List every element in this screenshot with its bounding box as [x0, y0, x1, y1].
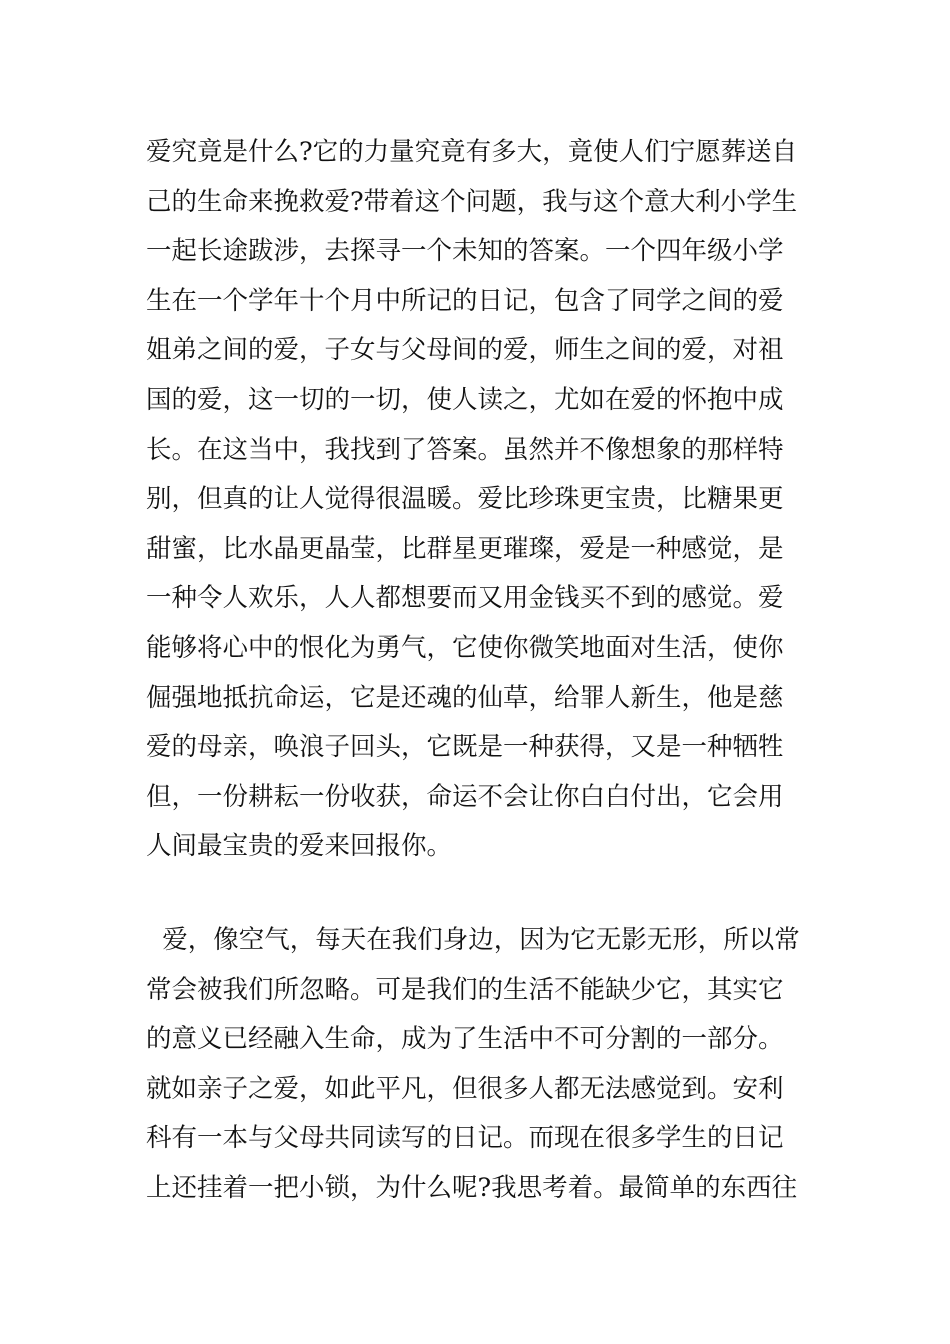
text-line: 一起长途跋涉，去探寻一个未知的答案。一个四年级小学: [146, 236, 784, 267]
paragraph-2: [146, 916, 816, 1214]
text-line: 人间最宝贵的爱来回报你。: [146, 831, 453, 862]
text-line: 爱，像空气，每天在我们身边，因为它无影无形，所以常: [146, 925, 800, 955]
text-line: 己的生命来挽救爱?带着这个问题，我与这个意大利小学生: [146, 186, 798, 217]
text-line: 常会被我们所忽略。可是我们的生活不能缺少它，其实它: [146, 974, 784, 1005]
text-line: 生在一个学年十个月中所记的日记，包含了同学之间的爱: [146, 285, 784, 316]
text-line: 的意义已经融入生命，成为了生活中不可分割的一部分。: [146, 1024, 784, 1055]
text-line: 一种令人欢乐，人人都想要而又用金钱买不到的感觉。爱: [146, 583, 784, 614]
text-line: 就如亲子之爱，如此平凡，但很多人都无法感觉到。安利: [146, 1073, 784, 1104]
text-line: 科有一本与父母共同读写的日记。而现在很多学生的日记: [146, 1123, 784, 1154]
text-line: 爱究竟是什么?它的力量究竟有多大，竟使人们宁愿葬送自: [146, 137, 798, 167]
text-line: 国的爱，这一切的一切，使人读之，尤如在爱的怀抱中成: [146, 384, 784, 415]
paragraph-1: [146, 128, 816, 872]
text-line: 能够将心中的恨化为勇气，它使你微笑地面对生活，使你: [146, 632, 784, 663]
text-line: 长。在这当中，我找到了答案。虽然并不像想象的那样特: [146, 434, 784, 465]
text-line: 甜蜜，比水晶更晶莹，比群星更璀璨，爱是一种感觉，是: [146, 533, 784, 564]
text-line: 但，一份耕耘一份收获，命运不会让你白白付出，它会用: [146, 781, 784, 812]
text-line: 别，但真的让人觉得很温暖。爱比珍珠更宝贵，比糖果更: [146, 484, 784, 515]
text-line: 爱的母亲，唤浪子回头，它既是一种获得，又是一种牺牲: [146, 732, 784, 763]
text-line: 姐弟之间的爱，子女与父母间的爱，师生之间的爱，对祖: [146, 335, 784, 366]
text-line: 倔强地抵抗命运，它是还魂的仙草，给罪人新生，他是慈: [146, 682, 784, 713]
text-line: 上还挂着一把小锁，为什么呢?我思考着。最简单的东西往: [146, 1172, 798, 1203]
